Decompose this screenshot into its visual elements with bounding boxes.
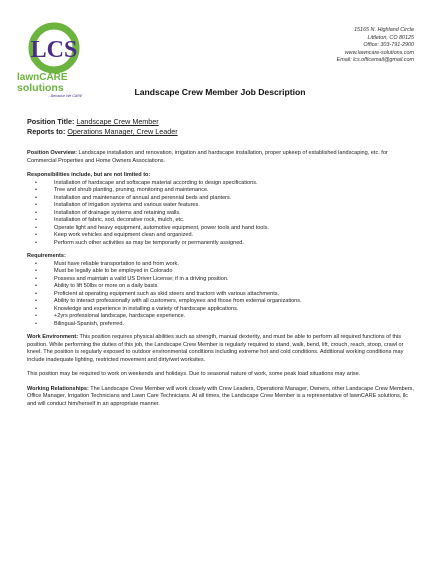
- list-item: • Must be legally able to be employed in Colorado: [54, 268, 415, 276]
- reports-to-label: Reports to:: [27, 127, 66, 136]
- requirements-heading: Requirements:: [27, 253, 66, 259]
- office-phone: Office: 303-791-2900: [363, 42, 414, 49]
- logo-line1: lawnCARE: [17, 72, 68, 83]
- logo-initials: LCS: [30, 37, 78, 63]
- list-item: • Installation of drainage systems and retaining walls.: [54, 210, 415, 218]
- job-description-body: [27, 150, 415, 415]
- list-item: • Knowledge and experience in installing a variety of hardscape applications.: [54, 306, 415, 314]
- requirements-list: [27, 261, 415, 329]
- list-item: • Operate light and heavy equipment, automotive equipment, power tools and hand tools.: [54, 225, 415, 233]
- list-item: • Installation and maintenance of annual and perennial beds and planters.: [54, 195, 415, 203]
- overview-text: Landscape installation and renovation, irrigation and hardscape installation, proper upkeep of established landscaping, etc. for Commercial Properties and Home Owners Associations.: [27, 150, 388, 164]
- overview-label: Position Overview:: [27, 150, 77, 156]
- relationships-text: The Landscape Crew Member will work closely with Crew Leaders, Operations Manager, Owners, other Landscape Crew Members, Office Manager, Irrigation Technicians and Lawn Care Technicians. At all times, the Landscape Crew Member is a representative of lawnCARE solutions, llc and will conduct him/herself in an appropriate manner.: [27, 385, 414, 407]
- position-title-label: Position Title:: [27, 117, 75, 126]
- list-item: • Installation of irrigation systems and various water features.: [54, 202, 415, 210]
- contact-block: [337, 27, 414, 65]
- list-item: • Ability to lift 50lbs or more on a daily basis.: [54, 283, 415, 291]
- position-title-value: Landscape Crew Member: [76, 117, 159, 126]
- position-overview: [27, 150, 415, 165]
- position-title-row: [27, 117, 178, 127]
- website-link[interactable]: www.lawncare-solutions.com: [344, 49, 414, 56]
- list-item: • Keep work vehicles and equipment clean and organized.: [54, 232, 415, 240]
- list-item: • Installation of hardscape and softscape material according to design specifications.: [54, 180, 415, 188]
- list-item: • Ability to interact professionally with all customers, employees and those from external organizations.: [54, 298, 415, 306]
- logo-tagline: ...Because We CARE: [48, 94, 83, 98]
- working-relationships: [27, 386, 415, 409]
- list-item: • Possess and maintain a valid US Driver License; if in a driving position.: [54, 276, 415, 284]
- list-item: • +2yrs professional landscape, hardscape experience.: [54, 313, 415, 321]
- address-line-1: 15165 N. Highland Circle: [354, 27, 414, 33]
- list-item: • Must have reliable transportation to and from work.: [54, 261, 415, 269]
- reports-to-row: [27, 127, 178, 137]
- list-item: • Bilingual-Spanish, preferred.: [54, 321, 415, 329]
- work-environment-text: This position requires physical abilities such as strength, manual dexterity, and must be able to perform all required functions of this position. While performing the duties of this job, the Landscape Crew Member is regularly required to stand, walk, bend, lift, crouch, reach, stoop, crawl or kneel. The position is regularly exposed to outdoor environmental conditions including extreme hot and cold conditions. Additional working conditions may include inadequate lighting, restricted movement and dirty/wet worksites.: [27, 334, 404, 363]
- logo-line2: solutions: [17, 82, 64, 94]
- address-line-2: Littleton, CO 80125: [367, 34, 414, 41]
- list-item: • Tree and shrub planting, pruning, monitoring and maintenance.: [54, 187, 415, 195]
- email-link[interactable]: Email: lcs.officemail@gmail.com: [336, 57, 414, 64]
- work-environment-label: Work Environment:: [27, 334, 79, 340]
- relationships-label: Working Relationships:: [27, 385, 89, 392]
- page-title: Landscape Crew Member Job Description: [134, 87, 306, 97]
- weekends-note: This position may be required to work on weekends and holidays. Due to seasonal nature of work, some peak load situations may arise.: [27, 371, 361, 377]
- list-item: • Perform such other activities as may be temporarily or permanently assigned.: [54, 240, 415, 248]
- reports-to-value: Operations Manager, Crew Leader: [67, 127, 178, 136]
- list-item: • Installation of fabric, sod, decorative rock, mulch, etc.: [54, 217, 415, 225]
- position-meta: [27, 117, 178, 137]
- work-environment: [27, 334, 415, 364]
- list-item: • Proficient at operating equipment such as skid steers and tractors with various attachments.: [54, 291, 415, 299]
- responsibilities-list: [27, 180, 415, 248]
- responsibilities-heading: Responsibilities include, but are not limited to:: [27, 172, 151, 178]
